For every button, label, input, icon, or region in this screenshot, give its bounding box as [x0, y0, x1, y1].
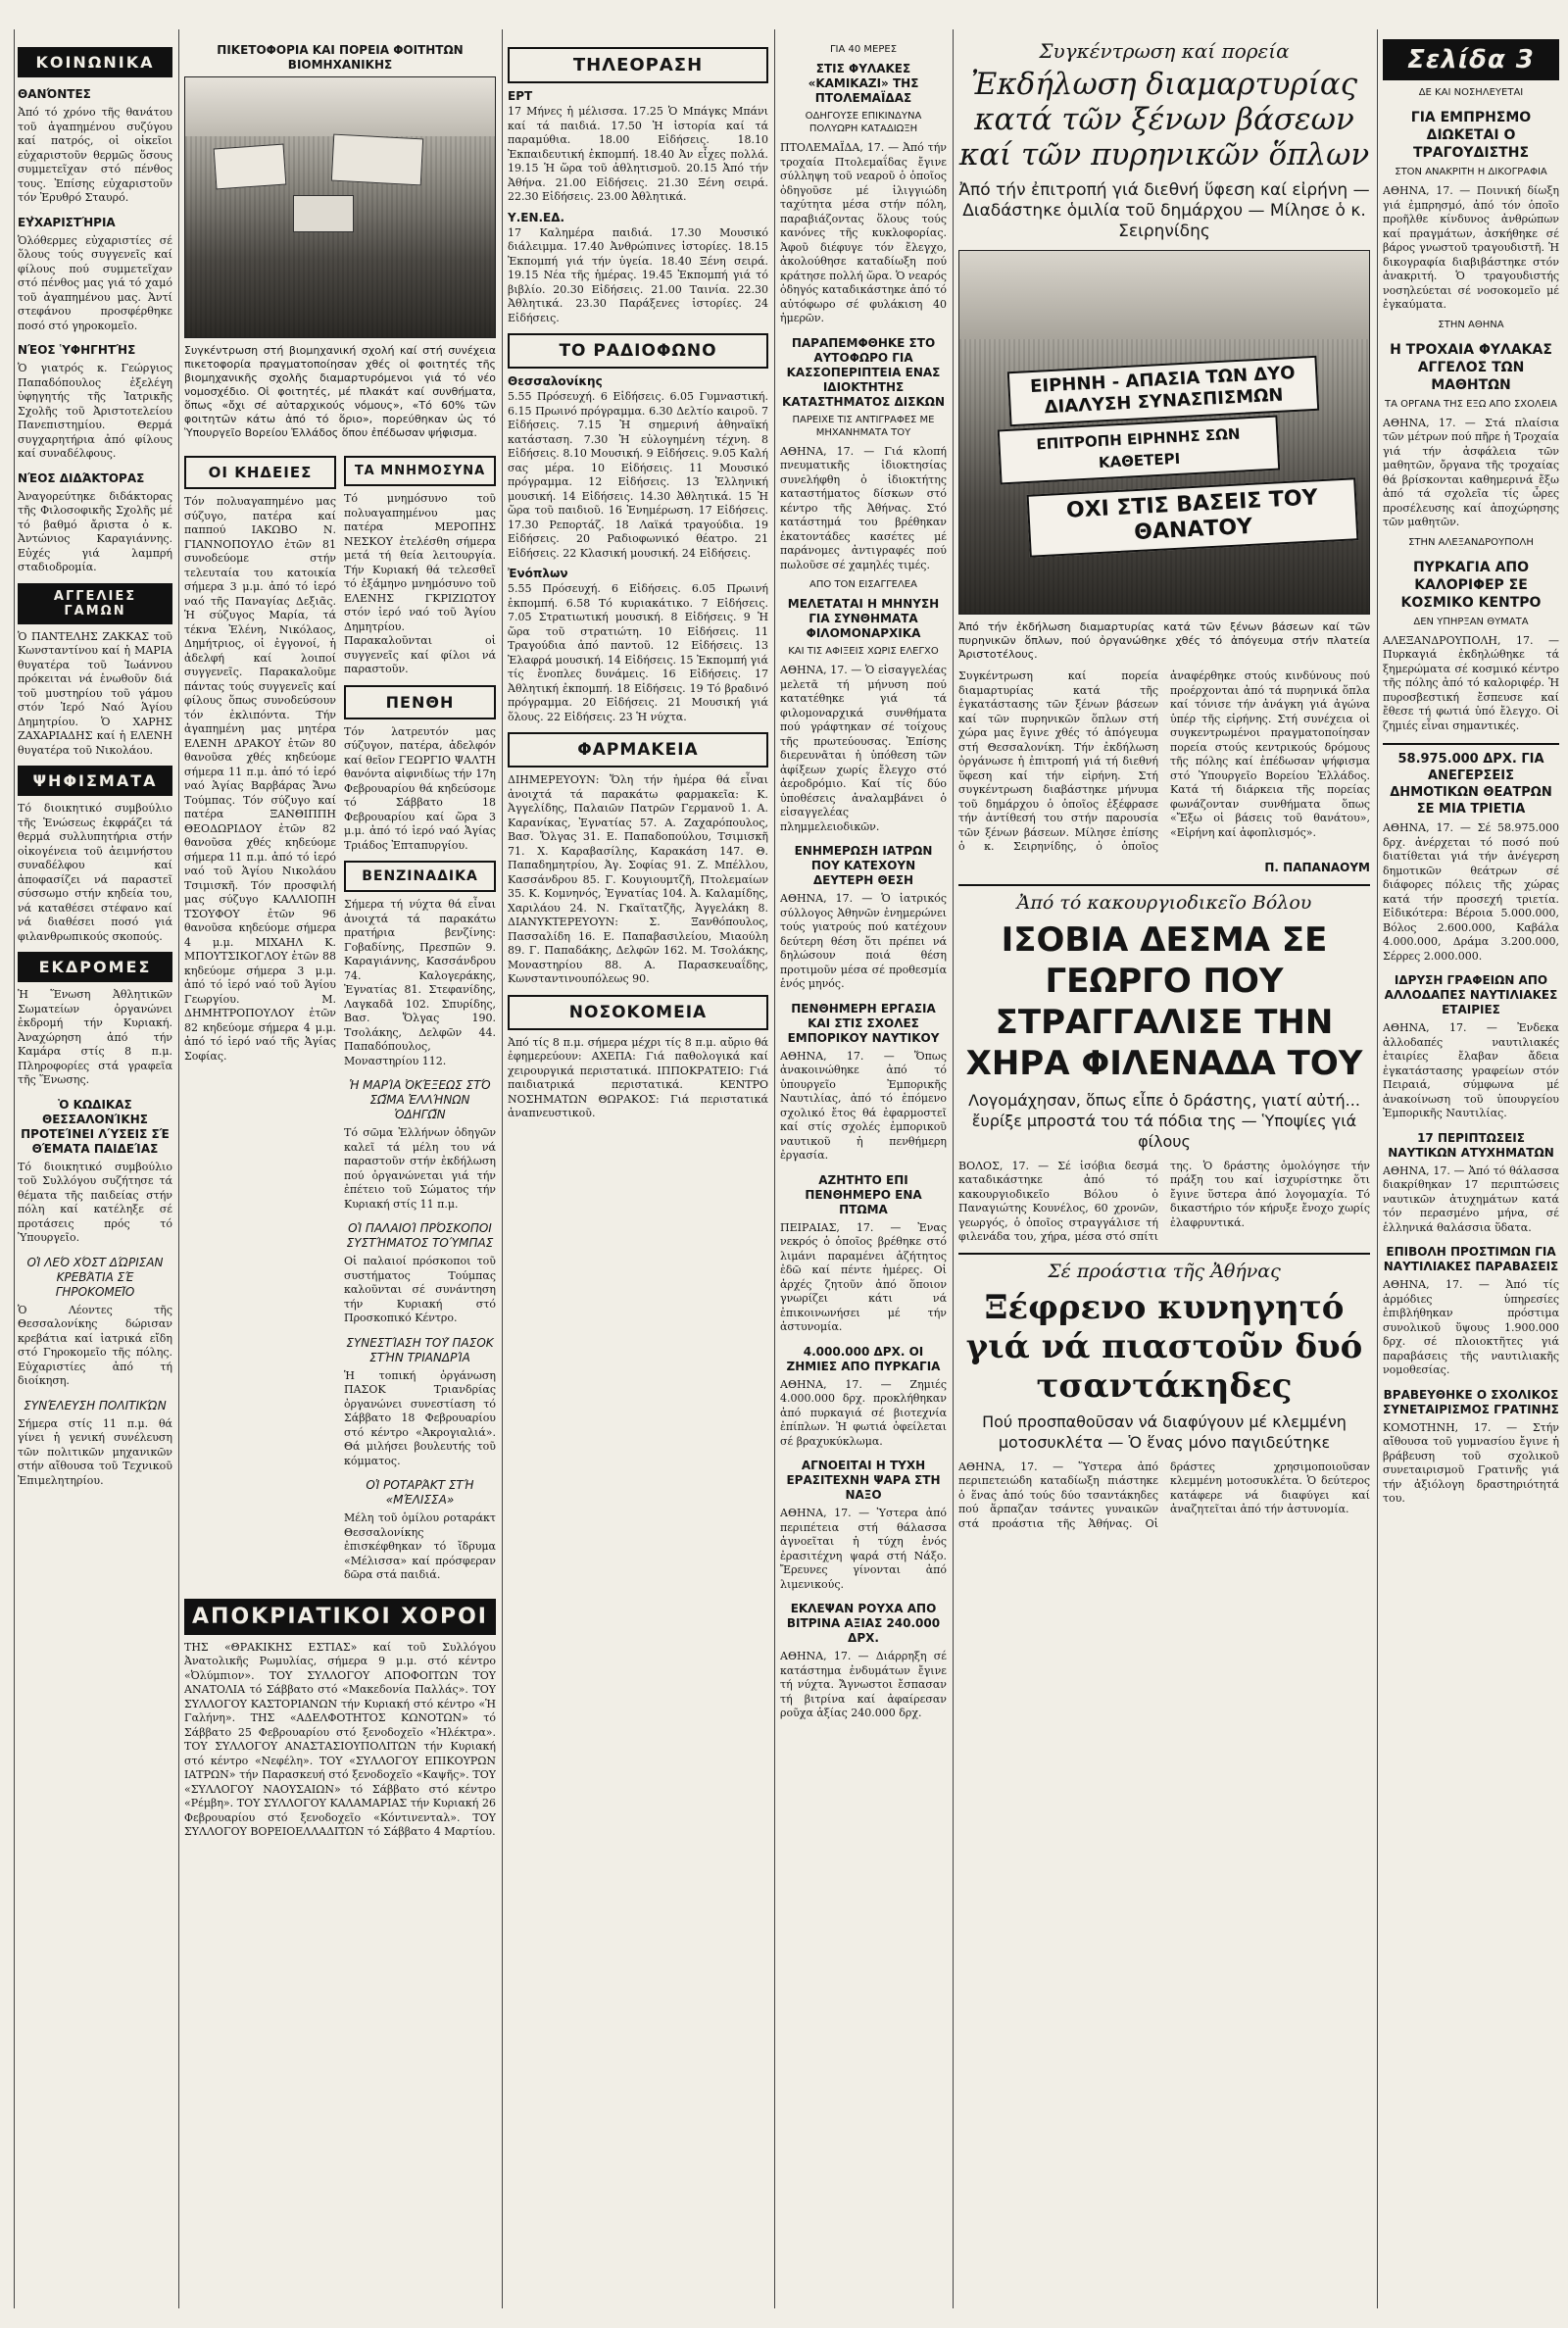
- column-rule: [953, 29, 954, 2308]
- subheadline: ΟΔΗΓΟΥΣΕ ΕΠΙΚΙΝΔΥΝΑ ΠΟΛΥΩΡΗ ΚΑΤΑΔΙΩΞΗ: [805, 111, 922, 134]
- headline: ΕΠΙΒΟΛΗ ΠΡΟΣΤΙΜΩΝ ΓΙΑ ΝΑΥΤΙΛΙΑΚΕΣ ΠΑΡΑΒΑΣΕΙΣ: [1383, 1245, 1559, 1273]
- byline: Π. ΠΑΠΑΝΑΟΥΜ: [1264, 860, 1370, 874]
- main-deck: Ἀπό τήν ἐπιτροπή γιά διεθνή ὕφεση καί εἰρήνη — Διαδάστηκε ὁμιλία τοῦ δημάρχου — Μίλησε ὁ κ. Σειρηνίδης: [958, 180, 1370, 241]
- article-text: Ἀπό τό χρόνο τῆς θανάτου τοῦ ἀγαπημένου συζύγου καί πατρός, οἱ οἰκεῖοι εὐχαριστοῦν θερμῶς ὅσους συμμετεῖχαν στό πένθος τους. Ἐπίσης εὐχαριστοῦν τόν Ἐρυθρό Σταυρό.: [18, 106, 172, 204]
- page-number-flag: Σελίδα 3: [1383, 39, 1559, 80]
- article-text: ΑΘΗΝΑ, 17. — Ὅπως ἀνακοινώθηκε ἀπό τό ὑπουργεῖο Ἐμπορικῆς Ναυτιλίας, ἀπό τό ἑπόμενο σχολικό ἔτος θά ἐφαρμοστεῖ καί στίς σχολές ἐμπορικοῦ ναυτικοῦ ἡ πενθήμερη ἐργασία.: [780, 1049, 947, 1162]
- listing-text: 17 Καλημέρα παιδιά. 17.30 Μουσικό διάλειμμα. 17.40 Ἀνθρώπινες ἱστορίες. 18.15 Ἐκπομπή γιά τήν ὑγεία. 18.40 Ξένη σειρά. 19.15 Νέα τῆς ἡμέρας. 19.45 Ἐκπομπή γιά τό βιβλίο. 20.30 Εἰδήσεις. 21.00 Ταινία. 22.30 Ἀθλητικά. 23.30 Παράξενες ἱστορίες. 24 Εἰδήσεις.: [508, 225, 768, 324]
- article-text: ΠΕΙΡΑΙΑΣ, 17. — Ἐνας νεκρός ὁ ὁποῖος βρέθηκε στό λιμάνι παραμένει ἀζήτητος ἐδῶ καί πέντε ἡμέρες. Οἱ ἀρχές ζητοῦν ἀπό ὅποιον γνωρίζει κάτι νά ἐπικοινωνήσει μέ τήν ἀστυνομία.: [780, 1220, 947, 1333]
- placard: [293, 195, 354, 232]
- section-benzinadika: ΒΕΝΖΙΝΑΔΙΚΑ: [344, 861, 496, 892]
- article-text: ΑΘΗΝΑ, 17. — Ὁ ἰατρικός σύλλογος Ἀθηνῶν ἐνημερώνει τούς γιατρούς πού κατέχουν δεύτερη θέση ὅτι πρέπει νά δηλώσουν ποιά θέση προτιμοῦν μέσα σέ προθεσμία ἑνός μηνός.: [780, 892, 947, 990]
- subheadline: ΤΑ ΟΡΓΑΝΑ ΤΗΣ ΕΞΩ ΑΠΟ ΣΧΟΛΕΙΑ: [1385, 398, 1557, 410]
- listing-text: 5.55 Πρόσευχή. 6 Εἰδήσεις. 6.05 Γυμναστική. 6.15 Πρωινό πρόγραμμα. 6.30 Δελτίο καιροῦ. 7 Εἰδήσεις. 7.15 Ἡ σημερινή ἀθηναϊκή κατάσταση. 7.30 Ἡ εὐλογημένη τέχνη. 8 Εἰδήσεις. 8.10 Μουσική. 9 Εἰδήσεις. 9.05 Καλή σας μέρα. 10 Εἰδήσεις. 11 Μουσικό πρόγραμμα. 12 Εἰδήσεις. 13 Ἑλληνική μουσική. 14 Εἰδήσεις. 14.30 Ἀθλητικά. 15 Ἡ ὥρα τοῦ παιδιοῦ. 16 Ἐνημέρωση. 17 Εἰδήσεις. 17.30 Ρεπορτάζ. 18 Λαϊκά τραγούδια. 19 Εἰδήσεις. 20 Ραδιοφωνικό θέατρο. 21 Εἰδήσεις. 22 Κλασική μουσική. 24 Εἰδήσεις.: [508, 390, 768, 560]
- main-stories-column: [958, 39, 1370, 2308]
- section-koinonika: ΚΟΙΝΩΝΙΚΑ: [18, 47, 172, 77]
- article-text: ΑΘΗΝΑ, 17. — Γιά κλοπή πνευματικῆς ἰδιοκτησίας συνελήφθη ὁ ἰδιοκτήτης καταστήματος δίσκων στό κέντρο τῆς Ἀθήνας. Στό κατάστημά του βρέθηκαν ἑκατοντάδες κασέτες μέ παράνομες ἀντιγραφές πού πωλοῦσε σέ χαμηλές τιμές.: [780, 444, 947, 571]
- obituaries-row: [184, 448, 496, 1589]
- subhead: ΟἹ ΠΑΛΑΙΟΊ ΠΡΌΣΚΟΠΟΙ ΣΥΣΤΉΜΑΤΟΣ ΤΟΎΜΠΑΣ: [346, 1221, 494, 1250]
- article-text: ΤΗΣ «ΘΡΑΚΙΚΗΣ ΕΣΤΙΑΣ» καί τοῦ Συλλόγου Ἀνατολικῆς Ρωμυλίας, σήμερα 9 μ.μ. στό κέντρο «Ὀλύμπιον». ΤΟΥ ΣΥΛΛΟΓΟΥ ΑΠΟΦΟΙΤΩΝ ΤΟΥ ΑΝΑΤΟΛΙΑ τό Σάββατο στό «Μακεδονία Παλλάς». ΤΟΥ ΣΥΛΛΟΓΟΥ ΚΑΣΤΟΡΙΑΝΩΝ τήν Κυριακή στό κέντρο «Ἡ Γαλήνη». ΤΗΣ «ΑΔΕΛΦΟΤΗΤΟΣ ΚΩΝΟΤΩΝ» τό Σάββατο 25 Φεβρουαρίου στό ξενοδοχεῖο «Ἡλέκτρα». ΤΟΥ ΣΥΛΛΟΓΟΥ ΑΝΑΣΤΑΣΙΟΥΠΟΛΙΤΩΝ τήν Κυριακή στό κέντρο «Νεφέλη». ΤΟΥ «ΣΥΛΛΟΓΟΥ ΕΠΙΚΟΥΡΩΝ ΙΑΤΡΩΝ» τήν Παρασκευή στό ξενοδοχεῖο «Καψῆς». ΤΟΥ «ΣΥΛΛΟΓΟΥ ΝΑΟΥΣΑΙΩΝ» τό Σάββατο στό κέντρο «Ρέμβη». ΤΟΥ ΣΥΛΛΟΓΟΥ ΚΑΛΑΜΑΡΙΑΣ τήν Κυριακή 26 Φεβρουαρίου στό ξενοδοχεῖο «Κόντινενταλ». ΤΟΥ ΣΥΛΛΟΓΟΥ ΒΟΡΕΙΟΕΛΛΑΔΙΤΩΝ τό Σάββατο 4 Μαρτίου.: [184, 1640, 496, 1838]
- article-text: ΑΘΗΝΑ, 17. — Ὑστερα ἀπό περιπέτεια στή θάλασσα ἀγνοεῖται ἡ τύχη ἑνός ἐρασιτέχνη ψαρά στή Νάξο. Ἔρευνες γίνονται ἀπό λιμενικούς.: [780, 1507, 947, 1591]
- article-text: ΒΟΛΟΣ, 17. — Σέ ἰσόβια δεσμά καταδικάστηκε ἀπό τό κακουργιοδικεῖο Βόλου ὁ Παναγιώτης Κουνέλος, 60 χρονῶν, γεωργός, ὁ ὁποῖος στραγγάλισε τή φιλενάδα του, χήρα, μέσα στό σπίτι της. Ὁ δράστης ὁμολόγησε τήν πράξη του καί ἰσχυρίστηκε ὅτι ἔγινε ὕστερα ἀπό λογομαχία. Τό δικαστήριο τόν κήρυξε ἔνοχο χωρίς ἐλαφρυντικά.: [958, 1159, 1370, 1243]
- article-text: ΚΟΜΟΤΗΝΗ, 17. — Στήν αἴθουσα τοῦ γυμνασίου ἔγινε ἡ βράβευση τοῦ σχολικοῦ συνεταιρισμοῦ Γρατινῆς γιά τήν ἀξιόλογη δραστηριότητά του.: [1383, 1420, 1559, 1505]
- article-text: Ὁ γιατρός κ. Γεώργιος Παπαδόπουλος ἐξελέγη ὑφηγητής τῆς Ἰατρικῆς Σχολῆς τοῦ Ἀριστοτελείου Πανεπιστημίου. Θερμά συγχαρητήρια ἀπό φίλους καί συναδέλφους.: [18, 362, 172, 460]
- article-text: Τό σῶμα Ἑλλήνων ὁδηγῶν καλεῖ τά μέλη του νά παραστοῦν στήν ἐκδήλωση πού ὀργανώνεται γιά τήν ἐπέτειο τοῦ Σώματος τήν Κυριακή στίς 11 π.μ.: [344, 1126, 496, 1211]
- headline: ΜΕΛΕΤΑΤΑΙ Η ΜΗΝΥΣΗ ΓΙΑ ΣΥΝΘΗΜΑΤΑ ΦΙΛΟΜΟΝΑΡΧΙΚΑ: [787, 597, 940, 640]
- headline: ΓΙΑ ΕΜΠΡΗΣΜΟ ΔΙΩΚΕΤΑΙ Ο ΤΡΑΓΟΥΔΙΣΤΗΣ: [1410, 110, 1532, 161]
- headline: 17 ΠΕΡΙΠΤΩΣΕΙΣ ΝΑΥΤΙΚΩΝ ΑΤΥΧΗΜΑΤΩΝ: [1388, 1130, 1554, 1160]
- article-text: Σήμερα στίς 11 π.μ. θά γίνει ἡ γενική συνέλευση τῶν πολιτικῶν μηχανικῶν στήν αἴθουσα τοῦ Τεχνικοῦ Ἐπιμελητηρίου.: [18, 1416, 172, 1487]
- subheadline: ΔΕΝ ΥΠΗΡΞΑΝ ΘΥΜΑΤΑ: [1413, 616, 1529, 627]
- article-text: Τό μνημόσυνο τοῦ πολυαγαπημένου μας πατέρα ΜΕΡΟΠΗΣ ΝΕΣΚΟΥ ἐτελέσθη σήμερα μετά τή θεία λειτουργία. Τήν Κυριακή θά τελεσθεῖ τό ἐξάμηνο μνημόσυνο τοῦ ΕΛΕΝΗΣ ΓΚΡΙΖΙΩΤΟΥ στόν ἱερό ναό τοῦ Ἁγίου Δημητρίου. Παρακαλοῦνται οἱ συγγενεῖς καί φίλοι νά παραστοῦν.: [344, 492, 496, 675]
- column-rule: [774, 29, 775, 2308]
- section-radiofono: ΤΟ ΡΑΔΙΟΦΩΝΟ: [508, 333, 768, 369]
- kicker: ΣΤΗΝ ΑΛΕΞΑΝΔΡΟΥΠΟΛΗ: [1408, 536, 1534, 548]
- article-text: Μέλη τοῦ ὁμίλου ροταράκτ Θεσσαλονίκης ἐπισκέφθηκαν τό ἵδρυμα «Μέλισσα» καί πρόσφεραν δῶρα στά παιδιά.: [344, 1511, 496, 1581]
- protest-banner: ΕΠΙΤΡΟΠΗ ΕΙΡΗΝΗΣ ΣΩΝ ΚΑΘΕΤΕΡΙ: [998, 416, 1281, 485]
- kicker: ΓΙΑ 40 ΜΕΡΕΣ: [829, 44, 898, 55]
- article-text: ΑΘΗΝΑ, 17. — Ἀπό τίς ἁρμόδιες ὑπηρεσίες ἐπιβλήθηκαν πρόστιμα συνολικοῦ ὕψους 1.900.000 δρχ. σέ πλοιοκτῆτες γιά παραβάσεις τῆς ναυτιλιακῆς νομοθεσίας.: [1383, 1278, 1559, 1376]
- column-rule: [178, 29, 179, 2308]
- station-name: Θεσσαλονίκης: [508, 374, 603, 388]
- subhead: ΕΥ̓ΧΑΡΙΣΤΉΡΙΑ: [18, 215, 116, 229]
- section-mnimosyna: ΤΑ ΜΝΗΜΟΣΥΝΑ: [344, 456, 496, 486]
- article-text: ΑΘΗΝΑ, 17. — Ὁ εἰσαγγελέας μελετᾶ τή μήνυση πού κατατέθηκε γιά τά φιλομοναρχικά συνθήματα πού γράφτηκαν σέ τοίχους τῆς πρωτεύουσας. Ἐπίσης διερευνᾶται ἡ ὑπόθεση τῶν ἀφίξεων χωρίς ἔλεγχο στό ἀεροδρόμιο. Καί τίς δύο ὑποθέσεις ἀναλαμβάνει ὁ εἰσαγγελέας πλημμελειοδικῶν.: [780, 664, 947, 833]
- listings-column: [508, 39, 768, 2308]
- article-text: Τό διοικητικό συμβούλιο τῆς Ἑνώσεως ἐκφράζει τά θερμά συλλυπητήρια στήν οἰκογένεια τοῦ ἀειμνήστου συναδέλφου καί ἀποφασίζει νά παραστεῖ σύσσωμο στήν κηδεία του, νά καταθέσει στέφανο καί νά διαθέσει ποσό γιά φιλανθρωπικούς σκοπούς.: [18, 802, 172, 943]
- kicker: Συγκέντρωση καί πορεία: [1039, 39, 1290, 63]
- section-apokriatikoi-xoroi: ΑΠΟΚΡΙΑΤΙΚΟΙ ΧΟΡΟΙ: [184, 1599, 496, 1635]
- chase-story: [958, 1253, 1370, 1532]
- article-text: Οἱ παλαιοί πρόσκοποι τοῦ συστήματος Τούμπας καλοῦνται σέ συνάντηση τήν Κυριακή στό Προσκοπικό Κέντρο.: [344, 1255, 496, 1324]
- kicker: ΑΠΟ ΤΟΝ ΕΙΣΑΓΓΕΛΕΑ: [809, 579, 917, 590]
- headline: ΕΚΛΕΨΑΝ ΡΟΥΧΑ ΑΠΟ ΒΙΤΡΙΝΑ ΑΞΙΑΣ 240.000 ΔΡΧ.: [786, 1602, 941, 1645]
- article-text: ΑΘΗΝΑ, 17. — Ἀπό τό θάλασσα διακρίθηκαν 17 περιπτώσεις ναυτικῶν ἀτυχημάτων κατά τόν περασμένο μήνα, σέ ἑλληνικά θαλάσσια ὕδατα.: [1383, 1164, 1559, 1234]
- subhead: ΘΑΝΌΝΤΕΣ: [18, 87, 91, 101]
- chase-deck: Πού προσπαθοῦσαν νά διαφύγουν μέ κλεμμένη μοτοσυκλέτα — Ὁ ἕνας μόνο παγιδεύτηκε: [982, 1412, 1347, 1452]
- subhead: ΣΥΝΕΣΤΊΑΣΗ ΤΟΥ͂ ΠΑΣΟΚ ΣΤΉΝ ΤΡΙΑΝΔΡΊΑ: [346, 1335, 494, 1364]
- section-kideies: ΟΙ ΚΗΔΕΙΕΣ: [184, 456, 336, 489]
- headline: ΒΡΑΒΕΥΘΗΚΕ Ο ΣΧΟΛΙΚΟΣ ΣΥΝΕΤΑΙΡΙΣΜΟΣ ΓΡΑΤΙΝΗΣ: [1383, 1387, 1559, 1416]
- headline: 4.000.000 ΔΡΧ. ΟΙ ΖΗΜΙΕΣ ΑΠΟ ΠΥΡΚΑΓΙΑ: [786, 1344, 941, 1373]
- funerals-block: [184, 448, 336, 1589]
- court-headline: ΙΣΟΒΙΑ ΔΕΣΜΑ ΣΕ ΓΕΩΡΓΟ ΠΟΥ ΣΤΡΑΓΓΑΛΙΣΕ ΤΗΝ ΧΗΡΑ ΦΙΛΕΝΑΔΑ ΤΟΥ: [965, 919, 1363, 1083]
- article-text: Ὁ ΠΑΝΤΕΛΗΣ ΖΑΚΚΑΣ τοῦ Κωνσταντίνου καί ἡ ΜΑΡΙΑ θυγατέρα τοῦ Ἰωάννου πρόκειται νά ἑνωθοῦν διά τοῦ μυστηρίου τοῦ γάμου στόν Ἱερό Ναό Ἁγίου Δημητρίου. Ὁ ΧΑΡΗΣ ΖΑΧΑΡΙΑΔΗΣ καί ἡ ΕΛΕΝΗ θυγατέρα τοῦ Νικολάου.: [18, 629, 172, 757]
- article-text: ΑΘΗΝΑ, 17. — Ποινική δίωξη γιά ἐμπρησμό, ἀπό τόν ὁποῖο προῆλθε κίνδυνος ἀνθρώπων καί πραγμάτων, ἀσκήθηκε σέ βάρος γνωστοῦ τραγουδιστῆ. Ἡ δικογραφία διαβιβάστηκε στόν ἀνακριτή. Ὁ τραγουδιστής νοσηλεύεται σέ νοσοκομεῖο μέ ἐγκαύματα.: [1383, 184, 1559, 311]
- subheadline: ΠΑΡΕΙΧΕ ΤΙΣ ΑΝΤΙΓΡΑΦΕΣ ΜΕ ΜΗΧΑΝΗΜΑΤΑ ΤΟΥ: [792, 414, 935, 438]
- article-text: Ἡ τοπική ὀργάνωση ΠΑΣΟΚ Τριανδρίας ὀργανώνει συνεστίαση τό Σάββατο 18 Φεβρουαρίου στό κέντρο «Ἀκρογιαλιά». Θά μιλήσει βουλευτής τοῦ κόμματος.: [344, 1368, 496, 1467]
- channel-name: Υ.ΕΝ.ΕΔ.: [508, 210, 565, 224]
- subhead: ΝΈΟΣ ὙΦΗΓΗΤΉΣ: [18, 343, 136, 357]
- article-text: Σήμερα τή νύχτα θά εἶναι ἀνοιχτά τά παρακάτω πρατήρια βενζίνης: Γοβαδίνης, Πρεσπῶν 9. Καραγιάννης, Κασσάνδρου 74. Καλογεράκης, Ἐγνατίας 81. Στεφανίδης, Λαγκαδᾶ 102. Σπυρίδης, Βασ. Ὄλγας 190. Τσολάκης, Δελφῶν 44. Παπαδόπουλος, Μοναστηρίου 112.: [344, 898, 496, 1067]
- column-rule: [502, 29, 503, 2308]
- social-column: [18, 39, 172, 2308]
- section-psifismata: ΨΗΦΙΣΜΑΤΑ: [18, 766, 172, 796]
- column-rule: [14, 29, 15, 2308]
- headline: ΙΔΡΥΣΗ ΓΡΑΦΕΙΩΝ ΑΠΟ ΑΛΛΟΔΑΠΕΣ ΝΑΥΤΙΛΙΑΚΕΣ ΕΤΑΙΡΙΕΣ: [1384, 973, 1558, 1016]
- headline: ΠΑΡΑΠΕΜΦΘΗΚΕ ΣΤΟ ΑΥΤΟΦΩΡΟ ΓΙΑ ΚΑΣΣΟΠΕΡΙΠΤΕΙΑ ΕΝΑΣ ΙΔΙΟΚΤΗΤΗΣ ΚΑΤΑΣΤΗΜΑΤΟΣ ΔΙΣΚΩΝ: [782, 335, 945, 409]
- article-text: Ὁλόθερμες εὐχαριστίες σέ ὅλους τούς συγγενεῖς καί φίλους πού συμμετεῖχαν στό πένθος μας γιά τό χαμό τοῦ ἀγαπημένου μας. Ἀντί στεφάνου προσφέρθηκε ποσό στό γηροκομεῖο.: [18, 233, 172, 332]
- main-headline: Ἐκδήλωση διαμαρτυρίας κατά τῶν ξένων βάσεων καί τῶν πυρηνικῶν ὅπλων: [958, 67, 1370, 173]
- court-deck: Λογομάχησαν, ὅπως εἶπε ὁ δράστης, γιατί αὐτή... ἔυρίξε μπροστά του τά πόδια της — Ὑποψίες γιά φίλους: [968, 1090, 1360, 1151]
- headline: ΑΖΗΤΗΤΟ ΕΠΙ ΠΕΝΘΗΜΕΡΟ ΕΝΑ ΠΤΩΜΑ: [805, 1172, 922, 1216]
- headline: ΣΤΙΣ ΦΥΛΑΚΕΣ «ΚΑΜΙΚΑΖΙ» ΤΗΣ ΠΤΟΛΕΜΑΪΔΑΣ: [808, 62, 919, 105]
- listing-text: 5.55 Πρόσευχή. 6 Εἰδήσεις. 6.05 Πρωινή ἐκπομπή. 6.58 Τό κυριακάτικο. 7 Εἰδήσεις. 7.05 Στρατιωτική μουσική. 8 Εἰδήσεις. 9 Ἡ ὥρα τοῦ στρατιώτη. 10 Εἰδήσεις. 11 Τραγούδια ἀπό παντοῦ. 12 Εἰδήσεις. 13 Ἐλαφρά μουσική. 14 Εἰδήσεις. 15 Ἐκπομπή γιά τίς ἔνοπλες δυνάμεις. 16 Εἰδήσεις. 17 Ἀθλητική ἐκπομπή. 18 Εἰδήσεις. 19 Τό βραδινό πρόγραμμα. 20 Εἰδήσεις. 21 Μουσική γιά ὅλους. 22 Εἰδήσεις. 23 Ἡ νύχτα.: [508, 582, 768, 723]
- right-news-column: [1383, 39, 1559, 2308]
- court-story: [958, 884, 1370, 1245]
- obituaries-column: [184, 39, 496, 2308]
- subhead: ΟἹ ΛΕΌ ΧΌΣΤ ΔΏΡΙΣΑΝ ΚΡΕΒΆΤΙΑ ΣΈ ΓΗΡΟΚΟΜΕΙ͂Ο: [26, 1255, 164, 1299]
- article-text: Τόν λατρευτόν μας σύζυγον, πατέρα, ἀδελφόν καί θεῖον ΓΕΩΡΓΙΟ ΨΑΛΤΗ θανόντα αἰφνιδίως τήν 17η Φεβρουαρίου θά κηδεύσομε τό Σάββατο 18 Φεβρουαρίου καί ὥρα 3 μ.μ. ἀπό τό ἱερό ναό Ἁγίας Τριάδος Ἐπταπυργίου.: [344, 724, 496, 852]
- article-text: Τόν πολυαγαπημένο μας σύζυγο, πατέρα καί παππού ΙΑΚΩΒΟ Ν. ΓΙΑΝΝΟΠΟΥΛΟ ἐτῶν 81 συνοδεύομε στήν τελευταία του κατοικία σήμερα 3 μ.μ. ἀπό τό ἱερό ναό τῆς Παναγίας Δεξιᾶς. Ἡ σύζυγος Μαρία, τά τέκνα Ἐλένη, Νικόλαος, Δημήτριος, οἱ ἐγγονοί, ἡ ἀδελφή καί λοιποί συγγενεῖς. Παρακαλοῦμε πάντας τούς συγγενεῖς καί φίλους ὅπως συνοδεύσουν τόν ἐκλιπόντα. Τήν ἀγαπημένη μας μητέρα ΕΛΕΝΗ ΔΡΑΚΟΥ ἐτῶν 80 θανοῦσα χθές κηδεύομε σήμερα 11 π.μ. ἀπό τό ἱερό ναό Ἁγίας Βαρβάρας Ἄνω Τούμπας. Τόν σύζυγο καί πατέρα ΞΑΝΘΙΠΠΗ ΘΕΟΔΩΡΙΔΟΥ ἐτῶν 82 θανοῦσα χθές κηδεύομε σήμερα 11 π.μ. ἀπό τό ἱερό ναό τοῦ Ἁγίου Νικολάου Τσιμισκῆ. Τόν προσφιλή μας σύζυγο ΚΑΛΛΙΟΠΗ ΤΣΟΥΦΟΥ ἐτῶν 96 θανοῦσα κηδεύομε σήμερα 4 μ.μ. ΜΙΧΑΗΛ Κ. ΜΠΟΥΤΣΙΚΟΓΛΟΥ ἐτῶν 88 κηδεύομε σήμερα 3 μ.μ. ἀπό τό ἱερό ναό τοῦ Ἁγίου Γεωργίου. Μ. ΔΗΜΗΤΡΟΠΟΥΛΟΥ ἐτῶν 82 κηδεύομε σήμερα 4 μ.μ. ἀπό τό ἱερό ναό τῆς Ἁγίας Σοφίας.: [184, 495, 336, 1063]
- photo-caption: Συγκέντρωση στή βιομηχανική σχολή καί στή συνέχεια πικετοφορία πραγματοποίησαν χθές οἱ φοιτητές τῆς βιομηχανικῆς σχολῆς διαμαρτυρόμενοι γιά τό νέο νομοσχέδιο. Οἱ φοιτητές, μέ πλακάτ καί συνθήματα, ὅπως «ὄχι σέ αὐταρχικούς νόμους», «Τό 60% τῶν φοιτητῶν κάτω ἀπό τό ὅριο», πορεύθηκαν ὡς τό Ὑπουργεῖο Βορείου Ἑλλάδος ὅπου ἐπέδωσαν ψήφισμα.: [184, 344, 496, 439]
- subheadline: ΚΑΙ ΤΙΣ ΑΦΙΞΕΙΣ ΧΩΡΙΣ ΕΛΕΓΧΟ: [788, 646, 939, 657]
- photo-sky: [959, 251, 1369, 339]
- placard: [214, 144, 287, 190]
- photo-sky: [185, 77, 495, 136]
- section-ekdromes: ΕΚΔΡΟΜΕΣ: [18, 952, 172, 982]
- article-text: Συγκέντρωση καί πορεία διαμαρτυρίας κατά τῆς ἐγκατάστασης τῶν ξένων βάσεων καί τῶν πυρηνικῶν ὅπλων στή χώρα μας ἔγινε χθές τό ἀπόγευμα στή Θεσσαλονίκη. Τήν ἐκδήλωση ὀργάνωσε ἡ ἐπιτροπή γιά τή διεθνή ὕφεση καί τήν εἰρήνη. Στή συγκέντρωση διαβάστηκε μήνυμα τοῦ δημάρχου ὁ ὁποῖος ἐξέφρασε τήν ἀντίθεσή του στήν παρουσία τῶν ξένων βάσεων. Μίλησε ἐπίσης ὁ κ. Σειρηνίδης, ὁ ὁποῖος ἀναφέρθηκε στούς κινδύνους πού προέρχονται ἀπό τά πυρηνικά ὅπλα καί τόνισε τήν ἀνάγκη γιά ἀγώνα ὑπέρ τῆς εἰρήνης. Στή συνέχεια οἱ συγκεντρωμένοι πραγματοποίησαν πορεία στούς κεντρικούς δρόμους τῆς πόλης καί ἐπέδωσαν ψήφισμα στό Ὑπουργεῖο Βορείου Ἑλλάδος. Κατά τή διάρκεια τῆς πορείας φωνάζονταν συνθήματα ὅπως «Ἔξω οἱ βάσεις τοῦ θανάτου», «Εἰρήνη καί ἀφοπλισμός».: [958, 669, 1370, 853]
- protest-photo: [184, 76, 496, 338]
- chase-headline: Ξέφρενο κυνηγητό γιά νά πιαστοῦν δυό τσαντάκηδες: [965, 1287, 1363, 1406]
- headline: ΑΓΝΟΕΙΤΑΙ Η ΤΥΧΗ ΕΡΑΣΙΤΕΧΝΗ ΨΑΡΑ ΣΤΗ ΝΑΞΟ: [786, 1459, 941, 1502]
- article-text: Τό διοικητικό συμβούλιο τοῦ Συλλόγου συζήτησε τά θέματα τῆς παιδείας στήν πόλη καί κατέληξε σέ προτάσεις πρός τό Ὑπουργεῖο.: [18, 1160, 172, 1244]
- kicker: Ἀπό τό κακουργιοδικεῖο Βόλου: [1016, 891, 1312, 914]
- listing-text: Ἀπό τίς 8 π.μ. σήμερα μέχρι τίς 8 π.μ. αὔριο θά ἐφημερεύουν: ΑΧΕΠΑ: Γιά παθολογικά καί χειρουργικά περιστατικά. ΙΠΠΟΚΡΑΤΕΙΟ: Γιά παιδιατρικά περιστατικά. ΚΕΝΤΡΟ ΝΟΣΗΜΑΤΩΝ ΘΩΡΑΚΟΣ: Γιά περιστατικά ἀναπνευστικοῦ.: [508, 1035, 768, 1119]
- photo-headline: ΠΙΚΕΤΟΦΟΡΙΑ ΚΑΙ ΠΟΡΕΙΑ ΦΟΙΤΗΤΩΝ ΒΙΟΜΗΧΑΝΙΚΗΣ: [217, 43, 464, 72]
- kicker: Σέ προάστια τῆς Ἀθήνας: [1048, 1260, 1281, 1282]
- column-rule: [1377, 29, 1378, 2308]
- subhead: ΟἹ ΡΟΤΑΡΆΚΤ ΣΤΉ «ΜΈΛΙΣΣΑ»: [366, 1478, 474, 1507]
- article-text: ΑΘΗΝΑ, 17. — Ἐνδεκα ἀλλοδαπές ναυτιλιακές ἑταιρίες ἔλαβαν ἄδεια ἐγκατάστασης γραφείων στόν Πειραιά, σύμφωνα μέ ἀνακοίνωση τοῦ ὑπουργείου Ἐμπορικῆς Ναυτιλίας.: [1383, 1021, 1559, 1119]
- headline: ΠΕΝΘΗΜΕΡΗ ΕΡΓΑΣΙΑ ΚΑΙ ΣΤΙΣ ΣΧΟΛΕΣ ΕΜΠΟΡΙΚΟΥ ΝΑΥΤΙΚΟΥ: [787, 1001, 940, 1045]
- station-name: Ἐνόπλων: [508, 567, 568, 580]
- section-nosokomeia: ΝΟΣΟΚΟΜΕΙΑ: [508, 995, 768, 1030]
- article-text: ΑΛΕΞΑΝΔΡΟΥΠΟΛΗ, 17. — Πυρκαγιά ἐκδηλώθηκε τά ξημερώματα σέ κοσμικό κέντρο τῆς πόλης ἀπό τό καλοριφέρ. Ἡ πυροσβεστική ἔσπευσε καί ἔθεσε τή φωτιά ὑπό ἔλεγχο. Οἱ ζημιές εἶναι σημαντικές.: [1383, 633, 1559, 732]
- article-text: Ὁ Λέοντες τῆς Θεσσαλονίκης δώρισαν κρεβάτια καί ἰατρικά εἴδη στό Γηροκομεῖο τῆς πόλης. Εὐχαριστίες ἀπό τή διοίκηση.: [18, 1303, 172, 1387]
- listing-text: ΔΙΗΜΕΡΕΥΟΥΝ: Ὅλη τήν ἡμέρα θά εἶναι ἀνοιχτά τά παρακάτω φαρμακεῖα: Κ. Ἀγγελίδης, Παλαιῶν Πατρῶν Γερμανοῦ 1. Α. Καρανίκας, Ἐγνατίας 57. Α. Ζαχαρόπουλος, Βασ. Ὄλγας 31. Ε. Παπαδοπούλου, Τσιμισκῆ 71. Χ. Καραβασίλης, Καρακάση 147. Θ. Παπαδημητρίου, Ἀγ. Σοφίας 91. Ζ. Μπέλλου, Κασσάνδρου 85. Γ. Κουγιουμτζῆ, Πτολεμαίων 35. Κ. Κομνηνός, Ἐγνατίας 104. Ἀ. Καλαμίδης, Χαριλάου 24. Ν. Γκαϊτατζῆς, Ἀγγελάκη 8. ΔΙΑΝΥΚΤΕΡΕΥΟΥΝ: Σ. Ξανθόπουλος, Πασσαλίδη 16. Ε. Παπαβασιλείου, Μιαούλη 89. Γ. Παπαδάκης, Δελφῶν 162. Μ. Τσολάκης, Μοναστηρίου 88. Α. Παρασκευαΐδης, Κωνσταντινουπόλεως 90.: [508, 773, 768, 985]
- article-text: ΑΘΗΝΑ, 17. — Διάρρηξη σέ κατάστημα ἐνδυμάτων ἔγινε τή νύχτα. Ἄγνωστοι ἔσπασαν τή βιτρίνα καί ἀφαίρεσαν ροῦχα ἀξίας 240.000 δρχ.: [780, 1650, 947, 1719]
- headline: 58.975.000 ΔΡΧ. ΓΙΑ ΑΝΕΓΕΡΣΕΙΣ ΔΗΜΟΤΙΚΩΝ ΘΕΑΤΡΩΝ ΣΕ ΜΙΑ ΤΡΙΕΤΙΑ: [1383, 743, 1559, 817]
- headline: ΠΥΡΚΑΓΙΑ ΑΠΟ ΚΑΛΟΡΙΦΕΡ ΣΕ ΚΟΣΜΙΚΟ ΚΕΝΤΡΟ: [1400, 559, 1542, 611]
- channel-name: ΕΡΤ: [508, 89, 533, 103]
- listing-text: 17 Μήνες ἡ μέλισσα. 17.25 Ὁ Μπάγκς Μπάνι καί τά παιδιά. 17.50 Ἡ ἱστορία καί τά παραμύθια. 18.00 Εἰδήσεις. 18.10 Ἐκπαιδευτική ἐκπομπή. 18.40 Ἀν εἶχες πολλά. 19.15 Ἡ ὥρα τοῦ ἀθλητισμοῦ. 20.15 Ἀπό τήν Ἀθήνα. 21.00 Εἰδήσεις. 21.30 Ξένη σειρά. 22.30 Εἰδήσεις. 23.00 Ἀθλητικά.: [508, 105, 768, 203]
- subhead: Ἡ ΜΑΡΊΑ ὈΚΈΞΕΩΣ ΣΤΌ ΣΩ͂ΜΑ ἙΛΛΉΝΩΝ ὉΔΗΓΩ͂Ν: [349, 1078, 491, 1121]
- subhead: ΝΈΟΣ ΔΙΔΆΚΤΟΡΑΣ: [18, 471, 145, 485]
- kicker: ΔΕ ΚΑΙ ΝΟΣΗΛΕΥΕΤΑΙ: [1418, 87, 1524, 98]
- subheadline: ΣΤΟΝ ΑΝΑΚΡΙΤΗ Η ΔΙΚΟΓΡΑΦΙΑ: [1395, 167, 1547, 177]
- memorials-block: [344, 448, 496, 1589]
- kicker: ΣΤΗΝ ΑΘΗΝΑ: [1438, 319, 1504, 330]
- headline: Η ΤΡΟΧΑΙΑ ΦΥΛΑΚΑΣ ΑΓΓΕΛΟΣ ΤΩΝ ΜΑΘΗΤΩΝ: [1390, 341, 1552, 393]
- subhead: ΣΥΝΈΛΕΥΣΗ ΠΟΛΙΤΙΚΏΝ: [24, 1398, 167, 1412]
- section-penthi: ΠΕΝΘΗ: [344, 685, 496, 719]
- article-text: Ἡ Ἕνωση Ἀθλητικῶν Σωματείων ὀργανώνει ἐκδρομή τήν Κυριακή. Ἀναχώρηση ἀπό τήν Καμάρα στίς 8 π.μ. Πληροφορίες στά γραφεῖα τῆς Ἕνωσης.: [18, 988, 172, 1086]
- photo-caption: Ἀπό τήν ἐκδήλωση διαμαρτυρίας κατά τῶν ξένων βάσεων καί τῶν πυρηνικῶν ὅπλων, πού ὀργανώθηκε χθές τό ἀπόγευμα στήν πλατεία Ἀριστοτέλους.: [958, 620, 1370, 661]
- news-briefs-column: [780, 39, 947, 2308]
- article-text: ΑΘΗΝΑ, 17. — Ζημιές 4.000.000 δρχ. προκλήθηκαν ἀπό πυρκαγιά σέ βιοτεχνία ἐπίπλων. Ἡ φωτιά ὀφείλεται σέ βραχυκύκλωμα.: [780, 1377, 947, 1448]
- protest-banner: ΟΧΙ ΣΤΙΣ ΒΑΣΕΙΣ ΤΟΥ ΘΑΝΑΤΟΥ: [1027, 477, 1359, 557]
- article-text: ΠΤΟΛΕΜΑΪΔΑ, 17. — Ἀπό τήν τροχαία Πτολεμαΐδας ἔγινε σύλληψη τοῦ νεαροῦ ὁ ὁποῖος ὁδηγοῦσε μέ ἰλιγγιώδη ταχύτητα μέσα στήν πόλη, παραβιάζοντας ὅλους τούς κανόνες τῆς κυκλοφορίας. Ἀφοῦ διέφυγε τόν ἔλεγχο, ἀκολούθησε καταδίωξη πού κράτησε πολλή ὥρα. Ὁ νεαρός ὁδηγός καταδικάστηκε ἀπό τό αὐτόφωρο σέ φυλάκιση 40 ἡμερῶν.: [780, 141, 947, 324]
- section-tileorasi: ΤΗΛΕΟΡΑΣΗ: [508, 47, 768, 83]
- headline: ΕΝΗΜΕΡΩΣΗ ΙΑΤΡΩΝ ΠΟΥ ΚΑΤΕΧΟΥΝ ΔΕΥΤΕΡΗ ΘΕΣΗ: [794, 844, 933, 887]
- section-aggelies-gamon: ΑΓΓΕΛΙΕΣ ΓΑΜΩΝ: [18, 583, 172, 624]
- section-farmakeia: ΦΑΡΜΑΚΕΙΑ: [508, 732, 768, 768]
- article-text: ΑΘΗΝΑ, 17. — Ὕστερα ἀπό περιπετειώδη καταδίωξη πιάστηκε ὁ ἕνας ἀπό τούς δύο τσαντάκηδες πού ἅρπαζαν τσάντες γυναικῶν στά προάστια τῆς Ἀθήνας. Οἱ δράστες χρησιμοποιοῦσαν κλεμμένη μοτοσυκλέτα. Ὁ δεύτερος κατάφερε νά διαφύγει καί ἀναζητεῖται ἀπό τήν ἀστυνομία.: [958, 1460, 1370, 1530]
- article-text: ΑΘΗΝΑ, 17. — Σέ 58.975.000 δρχ. ἀνέρχεται τό ποσό πού διατίθεται γιά τήν ἀνέγερση δημοτικῶν θεάτρων σέ διάφορες πόλεις τῆς χώρας κατά τήν προσεχή τριετία. Εἰδικότερα: Βέροια 5.000.000, Βόλος 2.600.000, Καβάλα 4.000.000, Δράμα 3.200.000, Σέρρες 2.000.000.: [1383, 821, 1559, 963]
- article-text: ΑΘΗΝΑ, 17. — Στά πλαίσια τῶν μέτρων πού πῆρε ἡ Τροχαία γιά τήν ἀσφάλεια τῶν μαθητῶν, ὄργανα τῆς τροχαίας θά βρίσκονται καθημερινά ἔξω ἀπό τά σχολεῖα τίς ὧρες προσέλευσης καί ἀποχώρησης τῶν μαθητῶν.: [1383, 416, 1559, 528]
- peace-rally-photo: [958, 250, 1370, 615]
- placard: [331, 134, 423, 186]
- protest-banner: ΕΙΡΗΝΗ - ΑΠΑΣΙΑ ΤΩΝ ΔΥΟ ΔΙΑΛΥΣΗ ΣΥΝΑΣΠΙΣΜΩΝ: [1007, 356, 1319, 426]
- subhead: Ὁ ΚΩΔΙΚΑΣ ΘΕΣΣΑΛΟΝΊΚΗΣ ΠΡΟΤΕΊΝΕΙ ΛΎΣΕΙΣ ΣΈ ΘΈΜΑΤΑ ΠΑΙΔΕΊΑΣ: [21, 1097, 170, 1156]
- article-text: Ἀναγορεύτηκε διδάκτορας τῆς Φιλοσοφικῆς Σχολῆς μέ τό βαθμό ἄριστα ὁ κ. Ἀντώνιος Καραγιάννης. Εὐχές γιά λαμπρή σταδιοδρομία.: [18, 489, 172, 573]
